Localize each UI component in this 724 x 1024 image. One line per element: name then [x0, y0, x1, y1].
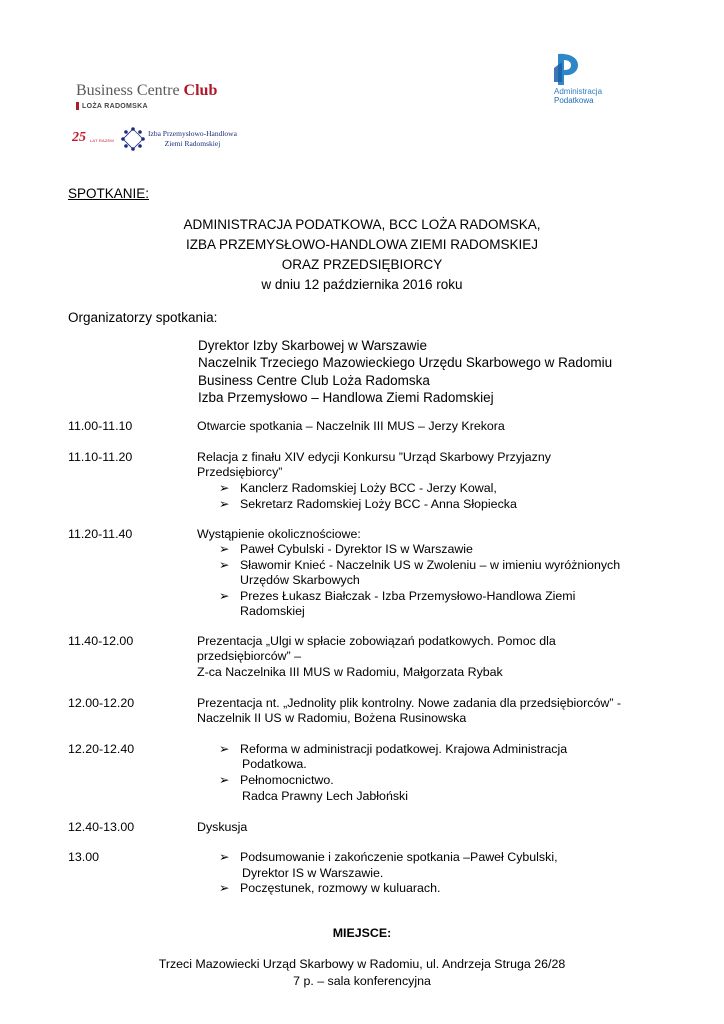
bullet-icon: ➢ [219, 558, 230, 572]
agenda-bullet-item: Paweł Cybulski - Dyrektor IS w Warszawie [240, 542, 473, 556]
place-address: Trzeci Mazowiecki Urząd Skarbowy w Radomiu, ul. Andrzeja Struga 26/28 [158, 957, 566, 971]
bullet-icon: ➢ [219, 850, 230, 864]
agenda-time: 11.40-12.00 [68, 634, 134, 648]
agenda-bullet-item: Prezes Łukasz Białczak - Izba Przemysłowo-Handlowa Ziemi [240, 589, 576, 603]
agenda-desc: przedsiębiorców” – [197, 649, 301, 663]
agenda-bullet-item: Dyrektor IS w Warszawie. [242, 866, 384, 880]
izba-logo [72, 126, 242, 156]
agenda-bullet-item: Podatkowa. [242, 757, 307, 771]
bcc-logo-sub-text: LOŻA RADOMSKA [82, 102, 148, 110]
agenda-bullet-item: Urzędów Skarbowych [240, 573, 360, 587]
izba-logo-line1: Izba Przemysłowo-Handlowa [148, 129, 237, 138]
bullet-icon: ➢ [219, 881, 230, 895]
administracja-podatkowa-icon [554, 52, 580, 86]
organizers-label: Organizatorzy spotkania: [68, 310, 218, 325]
place-room: 7 p. – sala konferencyjna [293, 974, 431, 988]
agenda-bullet-item: Sławomir Knieć - Naczelnik US w Zwoleniu – w imieniu wyróżnionych [240, 558, 621, 572]
agenda-bullet-item: Sekretarz Radomskiej Loży BCC - Anna Słopiecka [240, 497, 517, 511]
administracja-podatkowa-line1: Administracja [554, 87, 603, 96]
bcc-logo-name [76, 82, 217, 100]
bullet-icon: ➢ [219, 589, 230, 603]
agenda-bullet-item: Radomskiej [240, 604, 305, 618]
bullet-icon: ➢ [219, 773, 230, 787]
agenda-desc: Naczelnik II US w Radomiu, Bożena Rusinowska [197, 711, 467, 725]
izba-anniversary: 25 [72, 130, 86, 145]
agenda-time: 11.00-11.10 [68, 419, 133, 433]
izba-logo-text [148, 129, 237, 149]
agenda-desc: Prezentacja nt. „Jednolity plik kontrolny. Nowe zadania dla przedsiębiorców” - [197, 696, 622, 710]
organizer-item: Naczelnik Trzeciego Mazowieckiego Urzędu Skarbowego w Radomiu [198, 355, 613, 370]
agenda-desc: Przedsiębiorcy” [197, 465, 283, 479]
bullet-icon: ➢ [219, 542, 230, 556]
bullet-icon: ➢ [219, 481, 230, 495]
agenda-time: 13.00 [68, 850, 100, 864]
agenda-time: 11.10-11.20 [68, 450, 133, 464]
agenda-desc: Otwarcie spotkania – Naczelnik III MUS – Jerzy Krekora [197, 419, 505, 433]
agenda-bullet-item: Podsumowanie i zakończenie spotkania –Paweł Cybulski, [240, 850, 558, 864]
bullet-icon: ➢ [219, 742, 230, 756]
organizer-item: Business Centre Club Loża Radomska [198, 373, 430, 388]
agenda-desc: Dyskusja [197, 820, 248, 834]
agenda-bullet-item: Radca Prawny Lech Jabłoński [242, 789, 408, 803]
agenda-desc: Wystąpienie okolicznościowe: [197, 527, 361, 541]
agenda-time: 11.20-11.40 [68, 527, 133, 541]
title-date: w dniu 12 października 2016 roku [261, 277, 463, 292]
meeting-heading: SPOTKANIE: [68, 186, 150, 201]
bcc-logo-main: Business Centre [76, 82, 180, 99]
bcc-logo-bar [76, 102, 79, 110]
agenda-desc: Z-ca Naczelnika III MUS w Radomiu, Małgorzata Rybak [197, 665, 503, 679]
agenda-time: 12.00-12.20 [68, 696, 135, 710]
bcc-logo-club: Club [183, 82, 218, 99]
organizer-item: Izba Przemysłowo – Handlowa Ziemi Radomskiej [198, 390, 494, 405]
agenda-desc: Prezentacja „Ulgi w spłacie zobowiązań podatkowych. Pomoc dla [197, 634, 556, 648]
agenda-bullet-item: Reforma w administracji podatkowej. Krajowa Administracja [240, 742, 568, 756]
title-line-3: ORAZ PRZEDSIĘBIORCY [281, 257, 443, 272]
bcc-logo [76, 82, 217, 110]
title-line-1: ADMINISTRACJA PODATKOWA, BCC LOŻA RADOMSKA, [183, 217, 541, 232]
agenda-time: 12.40-13.00 [68, 820, 135, 834]
agenda-bullet-item: Pełnomocnictwo. [240, 773, 334, 787]
izba-emblem-icon [120, 126, 146, 152]
agenda-desc: Relacja z finału XIV edycji Konkursu ”Urząd Skarbowy Przyjazny [197, 450, 551, 464]
izba-anniversary-text: LAT RAZEM [90, 138, 114, 143]
administracja-podatkowa-line2: Podatkowa [554, 96, 594, 105]
place-label: MIEJSCE: [332, 926, 392, 940]
title-line-2: IZBA PRZEMYSŁOWO-HANDLOWA ZIEMI RADOMSKIEJ [185, 237, 539, 252]
agenda-bullet-item: Kanclerz Radomskiej Loży BCC - Jerzy Kowal, [240, 481, 497, 495]
bullet-icon: ➢ [219, 497, 230, 511]
izba-logo-line2: Ziemi Radomskiej [164, 139, 221, 148]
agenda-time: 12.20-12.40 [68, 742, 135, 756]
agenda-bullet-item: Poczęstunek, rozmowy w kuluarach. [240, 881, 441, 895]
bcc-logo-sub [76, 102, 217, 110]
organizer-item: Dyrektor Izby Skarbowej w Warszawie [198, 338, 428, 353]
administracja-podatkowa-logo [552, 52, 616, 112]
